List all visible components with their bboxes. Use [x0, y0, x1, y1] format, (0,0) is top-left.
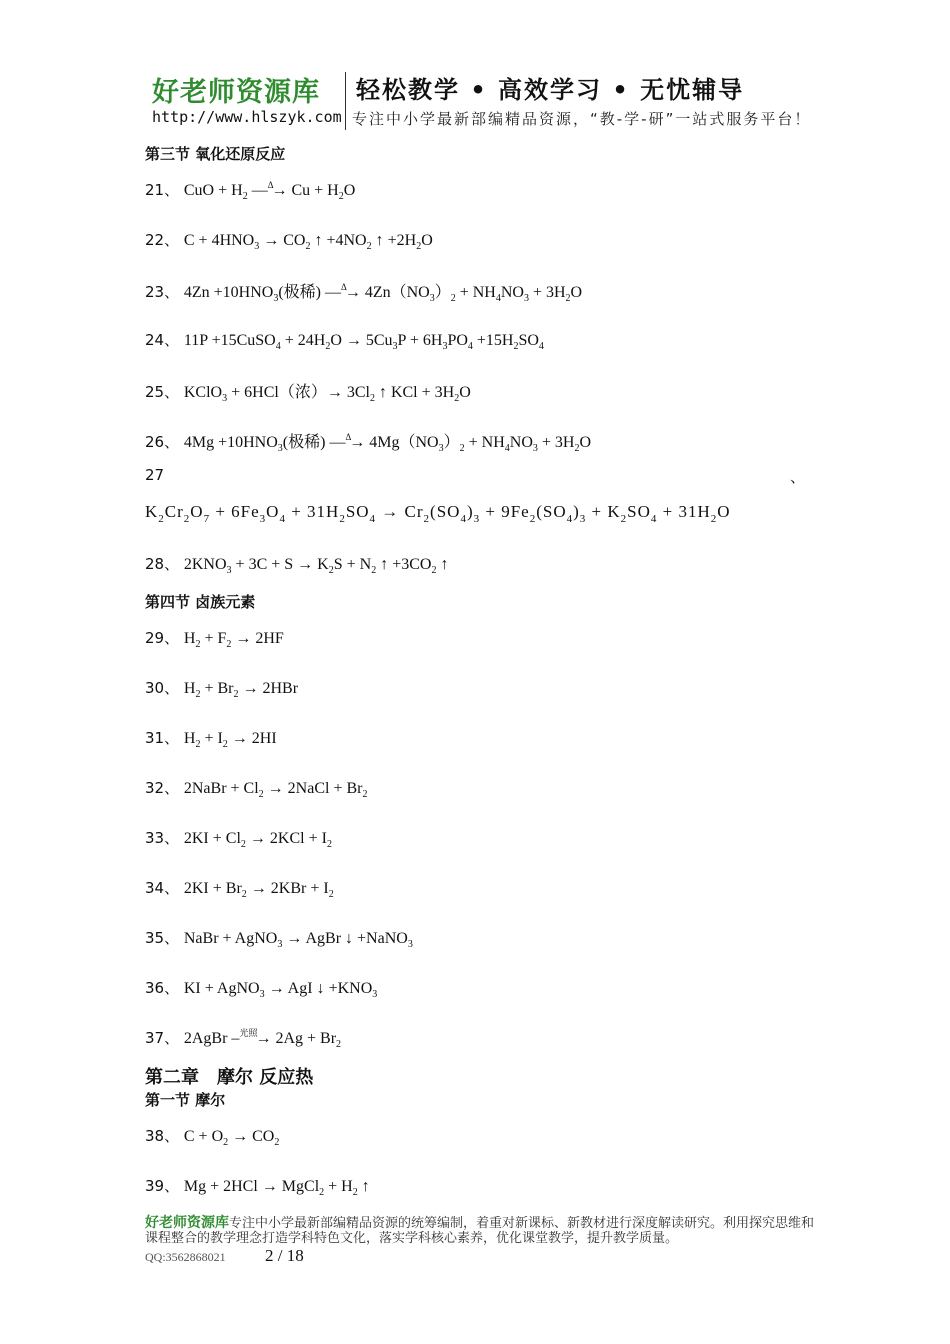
equation-24: 24、 11P +15CuSO$_4$ + $24H_2O \to 5Cu_3P + 6H_3PO_4 +15H_2SO_4$ [145, 331, 544, 352]
equation-21: 21、 CuO + $H_2$ —$^\Delta$→ $Cu + H_2O$ [145, 180, 356, 202]
equation-34: 34、 $2KI + Br_2 \to 2KBr + I_2$ [145, 879, 334, 900]
equation-number: 28、 [145, 555, 180, 573]
footer-text: 专注中小学最新部编精品资源的统筹编制，着重对新课标、新教材进行深度解读研究。利用探究思维和课程整合的教学理念打造学科特色文化，落实学科核心素养，优化课堂教学，提升教学质量。 [145, 1216, 815, 1246]
equation-number: 36、 [145, 979, 180, 997]
concentrated-label: （浓） [278, 384, 327, 401]
heat-condition: Δ [345, 432, 352, 442]
equation-36: 36、 KI + AgNO$_3$ → AgI ↓ $+KNO_3$ [145, 979, 378, 1000]
header-divider [345, 72, 346, 130]
equation-39: 39、 Mg + 2HCl → MgCl$_2$ + $H_2$ ↑ [145, 1177, 370, 1198]
equation-number: 22、 [145, 231, 180, 249]
equation-number: 26、 [145, 433, 180, 451]
section-heading-4: 第四节 卤族元素 [145, 593, 256, 611]
equation-37: 37、 2AgBr $-^{光照}\to 2Ag + Br_2$ [145, 1028, 342, 1050]
light-condition: 光照 [239, 1028, 258, 1038]
dilute-label: (极稀) [278, 284, 322, 301]
page-number: 2 / 18 [265, 1246, 304, 1265]
equation-25: 25、 KClO$_3$ + 6HCl（浓）→ $3Cl_2$ ↑ KCl + $3H_2O$ [145, 383, 471, 404]
equation-number: 37、 [145, 1029, 180, 1047]
equation-number: 39、 [145, 1177, 180, 1195]
section-heading-mole: 第一节 摩尔 [145, 1091, 226, 1109]
equation-number: 29、 [145, 629, 180, 647]
equation-number: 30、 [145, 679, 180, 697]
equation-31: 31、 $H_2 + I_2 \to 2HI$ [145, 729, 277, 750]
heat-condition: Δ [341, 282, 347, 292]
equation-number: 24、 [145, 331, 180, 349]
equation-23: 23、 $4Zn +10HNO_3$(极稀) —$^\Delta$→ $4Zn(NO_3)_2 + NH_4NO_3 + 3H_2O$ [145, 282, 583, 304]
equation-29: 29、 $H_2 + F_2 \to 2HF$ [145, 629, 284, 650]
equation-number: 31、 [145, 729, 180, 747]
equation-number: 33、 [145, 829, 180, 847]
section-heading-3: 第三节 氧化还原反应 [145, 145, 286, 163]
equation-number: 38、 [145, 1127, 180, 1145]
equation-number: 25、 [145, 383, 180, 401]
equation-27-number [145, 466, 164, 484]
equation-number: 32、 [145, 779, 180, 797]
equation-number: 21、 [145, 181, 180, 199]
site-url[interactable]: http://www.hlszyk.com [152, 108, 342, 126]
enumeration-comma: 、 [790, 468, 806, 486]
heat-condition: Δ [267, 180, 274, 190]
equation-number: 27 [145, 466, 165, 484]
footer-brand: 好老师资源库 [145, 1215, 229, 1231]
header-slogan: 轻松教学 • 高效学习 • 无忧辅导 [356, 76, 745, 104]
footer-description [145, 1216, 815, 1246]
chapter-heading-2: 第二章 摩尔 反应热 [145, 1067, 314, 1088]
equation-28: 28、 $2KNO_3 + 3C + S \to K_2S + N_2$ ↑ $+3CO_2$ ↑ [145, 555, 449, 576]
equation-32: 32、 2NaBr + $Cl_2$ → 2NaCl + $Br_2$ [145, 779, 368, 800]
dilute-label: (极稀) [282, 434, 326, 451]
equation-number: 35、 [145, 929, 180, 947]
equation-number: 23、 [145, 283, 180, 301]
equation-33: 33、 $2KI + Cl_2 \to 2KCl + I_2$ [145, 829, 332, 850]
brand-logo-text: 好老师资源库 [152, 77, 320, 108]
equation-27: $K_2Cr_2O_7 + 6Fe_3O_4 + 31H_2SO_4 \to Cr_2(SO_4)_3 + 9Fe_2(SO_4)_3 + K_2SO_4 + 31H_2O$ [145, 502, 731, 525]
footer-qq: QQ:3562868021 [145, 1250, 226, 1264]
equation-number: 34、 [145, 879, 180, 897]
equation-30: 30、 $H_2 + Br_2 \to 2HBr$ [145, 679, 299, 700]
equation-35: 35、 NaBr + AgNO$_3$ → AgBr ↓ +NaNO$_3$ [145, 929, 413, 950]
equation-22: 22、 $C + 4HNO_3 \to CO_2$ ↑ $+4NO_2$ ↑ $+2H_2O$ [145, 231, 433, 252]
header-tagline: 专注中小学最新部编精品资源，“教-学-研”一站式服务平台！ [352, 110, 812, 128]
equation-26: 26、 $4Mg +10HNO_3$(极稀) —$^\Delta$→ $4Mg(NO_3)_2 + NH_4NO_3 + 3H_2O$ [145, 432, 592, 454]
equation-38: 38、 $C + O_2 \to CO_2$ [145, 1127, 280, 1148]
